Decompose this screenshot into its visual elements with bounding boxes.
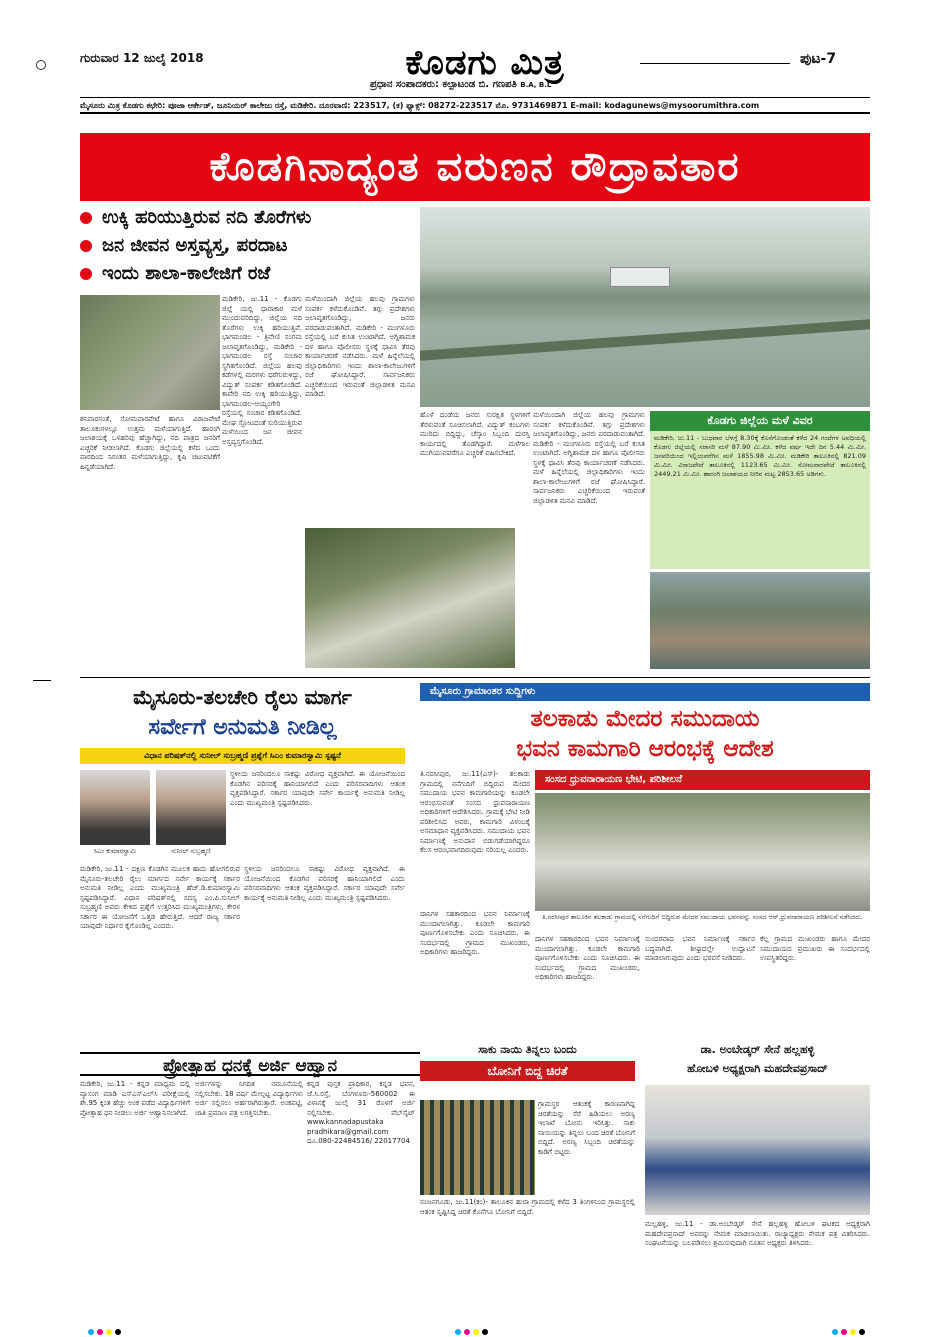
talakadu-body-5: ದಾನಿಗಳ ಸಹಕಾರದಿಂದ ಭವನ ನಿರ್ಮಾಣಕ್ಕೆ ಮುಂದಾಗಲಾಗಿತ್ತು. ಕೂಡಲೇ ಕಾಮಗಾರಿ ಪೂರ್ಣಗೊಳಿಸಬೇಕು ಎಂದು ಸೂಚಿಸಿದರು. ಈ ಸಂದರ್ಭದಲ್ಲಿ ಗ್ರಾಮದ ಮುಖಂಡರು, ಅಧಿಕಾರಿಗಳು ಹಾಜರಿದ್ದರು. xyxy=(420,910,530,956)
leopard-body: ಗ್ರಾಮಸ್ಥರ ಆತಂಕಕ್ಕೆ ಕಾರಣವಾಗಿದ್ದ ಚಿರತೆಯನ್ನು ಸೆರೆ ಹಿಡಿಯಲು ಅರಣ್ಯ ಇಲಾಖೆ ಬೋನು ಇರಿಸಿತ್ತು. ಸಾಕು ನಾಯಿಯನ್ನು ತಿನ್ನಲು ಬಂದ ಚಿರತೆ ಬೋನಿಗೆ ಬಿದ್ದಿದೆ. ಅರಣ್ಯ ಸಿಬ್ಬಂದಿ ಚಿರತೆಯನ್ನು ಕಾಡಿಗೆ ಬಿಟ್ಟರು. xyxy=(538,1100,635,1156)
mp-visit-caption: ತಿ.ನರಸೀಪುರ ತಾಲೂಕಿನ ತಲಕಾಡು ಗ್ರಾಮದಲ್ಲಿ ನನೆಗುದಿಗೆ ಬಿದ್ದಿರುವ ಮೇದರ ಸಮುದಾಯ ಭವನವನ್ನು ಸಂಸದ ಆರ್.ಧ್ರುವನಾರಾಯಣ ಪರಿಶೀಲನೆ ನಡೆಸಿದರು. xyxy=(542,913,863,921)
encouragement-col-1: ಮಡಿಕೇರಿ, ಜು.11 - ಕನ್ನಡ ಮಾಧ್ಯಮ ದಲ್ಲಿ ವ್ಯಾಸಂಗ ಮಾಡಿ ಎಸ್‌ಎಸ್‌ಎಲ್‌ಸಿ ಪರೀಕ್ಷೆಯಲ್ಲಿ ಶೇ.95 ಕ್ಕಿಂತ ಹೆಚ್ಚು ಅಂಕ ಪಡೆದ ವಿದ್ಯಾರ್ಥಿಗಳಿಗೆ ಪ್ರೋತ್ಸಾಹ ಧನ ನೀಡಲು ಅರ್ಜಿ ಆಹ್ವಾನಿಸಲಾಗಿದೆ. xyxy=(80,1080,190,1117)
lead-column-0: ಶನಿವಾರಸಂತೆ, ಸೋಮವಾರಪೇಟೆ ಹಾಗೂ ವಿರಾಜಪೇಟೆ ತಾಲೂಕುಗಳಲ್ಲೂ ಉತ್ತಮ ಮಳೆಯಾಗುತ್ತಿದೆ. ಹಾರಂಗಿ ಜಲಾಶಯಕ್ಕೆ ಒಳಹರಿವು ಹೆಚ್ಚಾಗಿದ್ದು, ನದಿ ಪಾತ್ರದ ಜನರಿಗೆ ಎಚ್ಚರಿಕೆ ನೀಡಲಾಗಿದೆ. ಕೊಡಗು ಜಿಲ್ಲೆಯಲ್ಲಿ ಕಳೆದ ಒಂದು ವಾರದಿಂದ ನಿರಂತರ ಮಳೆಯಾಗುತ್ತಿದ್ದು, ಕೃಷಿ ಚಟುವಟಿಕೆಗೆ ಹಿನ್ನಡೆಯಾಗಿದೆ. xyxy=(80,415,220,471)
talakadu-body-4: ಕೆಲ್ಲ ಗ್ರಾಮದ ಮುಖಂಡರು ಹಾಗೂ ಮೇದರ ಸಮುದಾಯದ ಪ್ರಮುಖರು ಈ ಸಂದರ್ಭದಲ್ಲಿ ಉಪಸ್ಥಿತರಿದ್ದರು. xyxy=(760,935,870,962)
encouragement-heading: ಪ್ರೋತ್ಸಾಹ ಧನಕ್ಕೆ ಅರ್ಜಿ ಆಹ್ವಾನ xyxy=(80,1052,420,1076)
cm-portrait xyxy=(80,770,150,845)
bullet-dot xyxy=(80,240,92,252)
lead-column-2: ಮಳೆಯಿಂದಾಗಿ ಜಿಲ್ಲೆಯ ಹಲವು ಗ್ರಾಮಗಳು ಸಂಪರ್ಕ ಕಳೆದುಕೊಂಡಿವೆ. ತಗ್ಗು ಪ್ರದೇಶಗಳು ಜಲಾವೃತಗೊಂಡಿದ್ದು, ಜನರು ಪರದಾಡುವಂತಾಗಿದೆ. ಮಡಿಕೇರಿ - ಮಂಗಳೂರು ರಸ್ತೆಯಲ್ಲಿ ಬರೆ ಕುಸಿತ ಉಂಟಾಗಿದೆ. ಅಗ್ನಿಶಾಮಕ ದಳ ಹಾಗೂ ಪೊಲೀಸರು ಸ್ಥಳಕ್ಕೆ ಧಾವಿಸಿ ತೆರವು ಕಾರ್ಯಾಚರಣೆ ನಡೆಸಿದರು. ಮಳೆ ಹಿನ್ನೆಲೆಯಲ್ಲಿ ಜಿಲ್ಲಾಧಿಕಾರಿಗಳು ಇಂದು ಶಾಲಾ-ಕಾಲೇಜುಗಳಿಗೆ ರಜೆ ಘೋಷಿಸಿದ್ದಾರೆ. ಸಾರ್ವಜನಿಕರು ಎಚ್ಚರಿಕೆಯಿಂದ ಇರುವಂತೆ ಜಿಲ್ಲಾಡಳಿತ ಮನವಿ ಮಾಡಿದೆ. xyxy=(305,295,415,398)
lead-bullet xyxy=(80,207,420,228)
encouragement-col-2: ಅರ್ಜಿಗಳನ್ನು ನಿಗದಿತ ನಮೂನೆಯಲ್ಲಿ ಸಲ್ಲಿಸಬೇಕು. 18 ವರ್ಷ ಮೇಲ್ಪಟ್ಟ ವಿದ್ಯಾರ್ಥಿಗಳು ಅರ್ಜಿ ಸಲ್ಲಿಸಲು ಅರ್ಹರಾಗಿರುತ್ತಾರೆ. ಅಂಕಪಟ್ಟಿ, ಜಾತಿ ಪ್ರಮಾಣ ಪತ್ರ ಲಗತ್ತಿಸಬೇಕು. xyxy=(195,1080,303,1117)
lead-bullet xyxy=(80,263,420,284)
bullet-text: ಉಕ್ಕಿ ಹರಿಯುತ್ತಿರುವ ನದಿ ತೊರೆಗಳು xyxy=(102,207,312,228)
talakadu-body-2: ದಾನಿಗಳ ಸಹಕಾರದಿಂದ ಭವನ ನಿರ್ಮಾಣಕ್ಕೆ ಮುಂದಾಗಲಾಗಿತ್ತು. ಕೂಡಲೇ ಕಾಮಗಾರಿ ಪೂರ್ಣಗೊಳಿಸಬೇಕು ಎಂದು ಸೂಚಿಸಿದರು. ಈ ಸಂದರ್ಭದಲ್ಲಿ ಗ್ರಾಮದ ಮುಖಂಡರು, ಅಧಿಕಾರಿಗಳು ಹಾಜರಿದ್ದರು. xyxy=(535,935,640,981)
registration-mark xyxy=(36,60,46,70)
talakadu-subheading: ಭವನ ಕಾಮಗಾರಿ ಆರಂಭಕ್ಕೆ ಆದೇಶ xyxy=(516,736,774,762)
section-divider xyxy=(80,677,870,678)
bullet-text: ಇಂದು ಶಾಲಾ-ಕಾಲೇಜಿಗೆ ರಜೆ xyxy=(102,263,271,284)
ambedkar-subheading: ಹೋಬಳಿ ಅಧ್ಯಕ್ಷರಾಗಿ ಮಹದೇವಪ್ರಸಾದ್ xyxy=(687,1062,828,1075)
submerged-wall xyxy=(420,319,870,360)
rural-section-tag: ಮೈಸೂರು ಗ್ರಾಮಾಂತರ ಸುದ್ದಿಗಳು xyxy=(420,683,870,701)
color-dots xyxy=(455,1320,491,1337)
talakadu-heading: ತಲಕಾಡು ಮೇದರ ಸಮುದಾಯ xyxy=(530,706,760,732)
editor-line xyxy=(370,79,551,90)
editor-degree: B.A, B.L xyxy=(520,81,552,89)
bullet-dot xyxy=(80,268,92,280)
page-number: ಪುಟ-7 xyxy=(800,51,837,67)
lead-column-3: ಹೊಳೆ ದಂಡೆಯ ಜನರು ಸುರಕ್ಷಿತ ಸ್ಥಳಗಳಿಗೆ ತೆರಳುವಂತೆ ಸೂಚಿಸಲಾಗಿದೆ. ವಿದ್ಯುತ್ ಕಂಬಗಳು ಮುರಿದು ಬಿದ್ದಿದ್ದು, ಚೆಸ್ಕಾಂ ಸಿಬ್ಬಂದಿ ದುರಸ್ತಿ ಕಾರ್ಯದಲ್ಲಿ ತೊಡಗಿದ್ದಾರೆ. ಮಳೆಗಾಲ ಮುಗಿಯುವವರೆಗೂ ಎಚ್ಚರಿಕೆ ವಹಿಸಬೇಕಿದೆ. xyxy=(420,411,530,457)
ambedkar-body: ಮಲ್ಲಹಳ್ಳಿ, ಜು.11 - ಡಾ.ಅಂಬೇಡ್ಕರ್ ಸೇನೆ ಹಲ್ಲಹಳ್ಳಿ ಹೋಬಳಿ ಘಟಕದ ಅಧ್ಯಕ್ಷರಾಗಿ ಮಹದೇವಪ್ರಸಾದ್ ಅವರನ್ನು ನೇಮಕ ಮಾಡಲಾಯಿತು. ರಾಜ್ಯಾಧ್ಯಕ್ಷರು ನೇಮಕ ಪತ್ರ ವಿತರಿಸಿದರು. ಸಂಘಟನೆಯನ್ನು ಬಲಪಡಿಸಲು ಶ್ರಮಿಸುವುದಾಗಿ ನೂತನ ಅಧ್ಯಕ್ಷರು ತಿಳಿಸಿದರು. xyxy=(645,1220,870,1247)
rainfall-box xyxy=(650,411,870,569)
lead-bullet xyxy=(80,235,420,256)
cm-caption: ಸಿಎಂ ಕುಮಾರಸ್ವಾಮಿ xyxy=(93,847,137,855)
railway-body-right-2: ಸ್ಥಳೀಯ ಜನರಿಂದಲೂ ಸಾಕಷ್ಟು ವಿರೋಧ ವ್ಯಕ್ತವಾಗಿದೆ. ಈ ಯೋಜನೆಯಿಂದ ಕೊಡಗಿನ ಪರಿಸರಕ್ಕೆ ಹಾನಿಯಾಗಲಿದೆ ಎಂದು ಪರಿಸರವಾದಿಗಳು ಆತಂಕ ವ್ಯಕ್ತಪಡಿಸಿದ್ದಾರೆ. ಸರ್ಕಾರ ಯಾವುದೇ ಸರ್ವೇ ಕಾರ್ಯಕ್ಕೆ ಅನುಮತಿ ನೀಡಿಲ್ಲ ಎಂದು ಮುಖ್ಯಮಂತ್ರಿ ಸ್ಪಷ್ಟಪಡಿಸಿದರು. xyxy=(244,865,405,902)
mp-visit-tag: ಸಂಸದ ಧ್ರುವನಾರಾಯಣ ಭೇಟಿ, ಪರಿಶೀಲನೆ xyxy=(535,770,870,790)
editor-name: ಪ್ರಧಾನ ಸಂಪಾದಕರು: ಕಲ್ಪಾಟಂಡ ಬಿ. ಗಣಪತಿ xyxy=(370,79,517,90)
leopard-cage-photo xyxy=(420,1100,535,1195)
color-dots xyxy=(88,1320,124,1337)
masthead-rule xyxy=(640,63,790,64)
leopard-heading: ಬೋನಿಗೆ ಬಿದ್ದ ಚಿರತೆ xyxy=(420,1061,635,1081)
crop-mark xyxy=(33,680,51,681)
railway-strap: ವಿಧಾನ ಪರಿಷತ್‌ನಲ್ಲಿ ಸುನೀಲ್ ಸುಬ್ರಹ್ಮಣಿ ಪ್ರಶ್ನೆಗೆ ಸಿಎಂ ಕುಮಾರಸ್ವಾಮಿ ಸ್ಪಷ್ಟನೆ xyxy=(80,748,405,764)
issue-date: ಗುರುವಾರ 12 ಜುಲೈ 2018 xyxy=(80,51,204,65)
paper-logo: ಕೊಡಗು ಮಿತ್ರ xyxy=(405,43,565,83)
railway-body-right: ಸ್ಥಳೀಯ ಜನರಿಂದಲೂ ಸಾಕಷ್ಟು ವಿರೋಧ ವ್ಯಕ್ತವಾಗಿದೆ. ಈ ಯೋಜನೆಯಿಂದ ಕೊಡಗಿನ ಪರಿಸರಕ್ಕೆ ಹಾನಿಯಾಗಲಿದೆ ಎಂದು ಪರಿಸರವಾದಿಗಳು ಆತಂಕ ವ್ಯಕ್ತಪಡಿಸಿದ್ದಾರೆ. ಸರ್ಕಾರ ಯಾವುದೇ ಸರ್ವೇ ಕಾರ್ಯಕ್ಕೆ ಅನುಮತಿ ನೀಡಿಲ್ಲ ಎಂದು ಮುಖ್ಯಮಂತ್ರಿ ಸ್ಪಷ್ಟಪಡಿಸಿದರು. xyxy=(230,770,405,807)
flood-photo xyxy=(420,207,870,407)
flooded-street-photo xyxy=(650,572,870,669)
flooded-house xyxy=(610,267,670,287)
bullet-dot xyxy=(80,212,92,224)
railway-heading: ಮೈಸೂರು-ತಲಚೇರಿ ರೈಲು ಮಾರ್ಗ xyxy=(133,685,352,709)
color-dots xyxy=(832,1320,868,1337)
ambedkar-heading: ಡಾ. ಅಂಬೇಡ್ಕರ್ ಸೇನೆ ಹಲ್ಲಹಳ್ಳಿ xyxy=(700,1043,815,1056)
rainfall-title: ಕೊಡಗು ಜಿಲ್ಲೆಯ ಮಳೆ ವಿವರ xyxy=(650,411,870,431)
lead-column-4: ಮಳೆಯಿಂದಾಗಿ ಜಿಲ್ಲೆಯ ಹಲವು ಗ್ರಾಮಗಳು ಸಂಪರ್ಕ ಕಳೆದುಕೊಂಡಿವೆ. ತಗ್ಗು ಪ್ರದೇಶಗಳು ಜಲಾವೃತಗೊಂಡಿದ್ದು, ಜನರು ಪರದಾಡುವಂತಾಗಿದೆ. ಮಡಿಕೇರಿ - ಮಂಗಳೂರು ರಸ್ತೆಯಲ್ಲಿ ಬರೆ ಕುಸಿತ ಉಂಟಾಗಿದೆ. ಅಗ್ನಿಶಾಮಕ ದಳ ಹಾಗೂ ಪೊಲೀಸರು ಸ್ಥಳಕ್ಕೆ ಧಾವಿಸಿ ತೆರವು ಕಾರ್ಯಾಚರಣೆ ನಡೆಸಿದರು. ಮಳೆ ಹಿನ್ನೆಲೆಯಲ್ಲಿ ಜಿಲ್ಲಾಧಿಕಾರಿಗಳು ಇಂದು ಶಾಲಾ-ಕಾಲೇಜುಗಳಿಗೆ ರಜೆ ಘೋಷಿಸಿದ್ದಾರೆ. ಸಾರ್ವಜನಿಕರು ಎಚ್ಚರಿಕೆಯಿಂದ ಇರುವಂತೆ ಜಿಲ್ಲಾಡಳಿತ ಮನವಿ ಮಾಡಿದೆ. xyxy=(533,411,645,505)
fallen-tree-photo xyxy=(80,295,220,410)
lead-column-1: ಮಡಿಕೇರಿ, ಜು.11 - ಕೊಡಗು ಜಿಲ್ಲೆ ಯಲ್ಲಿ ಧಾರಾಕಾರ ಮಳೆ ಮುಂದುವರಿದಿದ್ದು, ಜಿಲ್ಲೆಯ ನದಿ ತೊರೆಗಳು ಉಕ್ಕಿ ಹರಿಯುತ್ತಿವೆ. ಭಾಗಮಂಡಲ - ತ್ರಿವೇಣಿ ಸಂಗಮ ಜಲಾವೃತಗೊಂಡಿದ್ದು, ಮಡಿಕೇರಿ - ಭಾಗಮಂಡಲ ರಸ್ತೆ ಸಂಚಾರ ಸ್ಥಗಿತಗೊಂಡಿದೆ. ಜಿಲ್ಲೆಯ ಹಲವು ಕಡೆಗಳಲ್ಲಿ ಮರಗಳು ಧರೆಗುರುಳಿದ್ದು, ವಿದ್ಯುತ್ ಸಂಪರ್ಕ ಕಡಿತಗೊಂಡಿದೆ. ಕಾವೇರಿ ನದಿ ಉಕ್ಕಿ ಹರಿಯುತ್ತಿದ್ದು, ಭಾಗಮಂಡಲ-ಅಯ್ಯಂಗೇರಿ ರಸ್ತೆಯಲ್ಲಿ ಸಂಚಾರ ಕಡಿತಗೊಂಡಿದೆ. ಮೇಘ ಸ್ಫೋಟದಂತೆ ಸುರಿಯುತ್ತಿರುವ ಮಳೆಯಿಂದ ಜನ ಜೀವನ ಅಸ್ತವ್ಯಸ್ತಗೊಂಡಿದೆ. xyxy=(222,295,302,446)
railway-subheading: ಸರ್ವೇಗೆ ಅನುಮತಿ ನೀಡಿಲ್ಲ xyxy=(148,715,337,740)
rainfall-text: ಮಡಿಕೇರಿ, ಜು.11 - ಬುಧವಾರ ಬೆಳಗ್ಗೆ 8.30ಕ್ಕೆ ಕೊನೆಗೊಂಡಂತೆ ಕಳೆದ 24 ಗಂಟೆಗಳ ಅವಧಿಯಲ್ಲಿ ಕೊಡಗು ಜಿಲ್ಲೆಯಲ್ಲಿ ಸರಾಸರಿ ಮಳೆ 87.90 ಮಿ.ಮೀ. ಕಳೆದ ವರ್ಷ ಇದೇ ದಿನ 5.44 ಮಿ.ಮೀ. ಜನವರಿಯಿಂದ ಇಲ್ಲಿಯವರೆಗಿನ ಮಳೆ 1855.98 ಮಿ.ಮೀ. ಮಡಿಕೇರಿ ತಾಲೂಕಿನಲ್ಲಿ 821.09 ಮಿ.ಮೀ. ವಿರಾಜಪೇಟೆ ತಾಲೂಕಿನಲ್ಲಿ 1123.65 ಮಿ.ಮೀ. ಸೋಮವಾರಪೇಟೆ ತಾಲೂಕಿನಲ್ಲಿ 2449.21 ಮಿ.ಮೀ. ಹಾರಂಗಿ ಜಲಾಶಯದ ನೀರಿನ ಮಟ್ಟ 2853.65 ಅಡಿಗಳು. xyxy=(654,434,866,478)
ambedkar-photo xyxy=(645,1085,870,1215)
lead-headline: ಕೊಡಗಿನಾದ್ಯಂತ ವರುಣನ ರೌದ್ರಾವತಾರ xyxy=(80,133,870,201)
bullet-text: ಜನ ಜೀವನ ಅಸ್ತವ್ಯಸ್ತ, ಪರದಾಟ xyxy=(102,235,288,256)
encouragement-col-3: ಕನ್ನಡ ಪುಸ್ತಕ ಪ್ರಾಧಿಕಾರ, ಕನ್ನಡ ಭವನ, ಜೆ.ಸಿ.ರಸ್ತೆ, ಬೆಂಗಳೂರು-560002 ಈ ವಿಳಾಸಕ್ಕೆ ಜುಲೈ 31 ರೊಳಗೆ ಅರ್ಜಿ ಸಲ್ಲಿಸಬೇಕು. ವೆಬ್‌ಸೈಟ್ www.kannadapustaka pradhikara@gmail.com ದೂ.080-22484516/ 22017704 xyxy=(307,1080,415,1145)
masthead xyxy=(80,45,870,97)
railway-body-left: ಮಡಿಕೇರಿ, ಜು.11 - ದಕ್ಷಿಣ ಕೊಡಗಿನ ಮೂಲಕ ಹಾದು ಹೋಗಲಿರುವ ಮೈಸೂರು-ತಲಚೇರಿ ರೈಲು ಮಾರ್ಗದ ಸರ್ವೇ ಕಾರ್ಯಕ್ಕೆ ಸರ್ಕಾರ ಅನುಮತಿ ನೀಡಿಲ್ಲ ಎಂದು ಮುಖ್ಯಮಂತ್ರಿ ಹೆಚ್.ಡಿ.ಕುಮಾರಸ್ವಾಮಿ ಸ್ಪಷ್ಟಪಡಿಸಿದ್ದಾರೆ. ವಿಧಾನ ಪರಿಷತ್‌ನಲ್ಲಿ ಸದಸ್ಯ ಎಂ.ಪಿ.ಸುನೀಲ್ ಸುಬ್ರಹ್ಮಣಿ ಅವರು ಕೇಳಿದ ಪ್ರಶ್ನೆಗೆ ಉತ್ತರಿಸಿದ ಮುಖ್ಯಮಂತ್ರಿಗಳು, ಕೇರಳ ಸರ್ಕಾರ ಈ ಯೋಜನೆಗೆ ಒತ್ತಡ ಹೇರುತ್ತಿದೆ. ಆದರೆ ರಾಜ್ಯ ಸರ್ಕಾರ ಯಾವುದೇ ನಿರ್ಧಾರ ಕೈಗೊಂಡಿಲ್ಲ ಎಂದರು. xyxy=(80,865,240,930)
contact-bar: ಮೈಸೂರು ಮಿತ್ರ ಕೊಡಗು ಕಛೇರಿ: ಪೂಜಾ ಆರ್ಕೇಡ್, ಜೂನಿಯರ್ ಕಾಲೇಜು ರಸ್ತೆ, ಮಡಿಕೇರಿ. ದೂರವಾಣಿ: 223517, (ಕ) ಫ್ಯಾಕ್ಸ್: 08272-223517 ಮೊ. 9731469871 E-mail: kodagunews@mysoorumithra.com xyxy=(80,97,870,114)
mlc-portrait xyxy=(156,770,226,845)
leopard-body-2: ನಂಜನಗೂಡು, ಜು.11(ಕಂ)- ತಾಲೂಕಿನ ಹುರಾ ಗ್ರಾಮದಲ್ಲಿ ಕಳೆದ 3 ತಿಂಗಳಿನಿಂದ ಗ್ರಾಮಸ್ಥರಲ್ಲಿ ಆತಂಕ ಸೃಷ್ಟಿಸಿದ್ದ ಚಿರತೆ ಕೊನೆಗೂ ಬೋನಿಗೆ ಬಿದ್ದಿದೆ. xyxy=(420,1198,635,1216)
mlc-caption: ಸುನೀಲ್ ಸುಬ್ರಹ್ಮಣಿ xyxy=(171,847,211,855)
leopard-kicker: ಸಾಕು ನಾಯಿ ತಿನ್ನಲು ಬಂದು xyxy=(478,1043,577,1056)
talakadu-body: ತಿ.ನರಸೀಪುರ, ಜು.11(ಎಸ್)- ತಲಕಾಡು ಗ್ರಾಮದಲ್ಲಿ ನನೆಗುದಿಗೆ ಬಿದ್ದಿರುವ ಮೇದರ ಸಮುದಾಯ ಭವನ ಕಾಮಗಾರಿಯನ್ನು ಕೂಡಲೇ ಆರಂಭಿಸುವಂತೆ ಸಂಸದ ಧ್ರುವನಾರಾಯಣ ಅಧಿಕಾರಿಗಳಿಗೆ ಆದೇಶಿಸಿದರು. ಗ್ರಾಮಕ್ಕೆ ಭೇಟಿ ನೀಡಿ ಪರಿಶೀಲಿಸಿದ ಅವರು, ಕಾಮಗಾರಿ ವಿಳಂಬಕ್ಕೆ ಅಸಮಾಧಾನ ವ್ಯಕ್ತಪಡಿಸಿದರು. ಸಮುದಾಯ ಭವನ ನಿರ್ಮಾಣಕ್ಕೆ ಅನುದಾನ ಬಿಡುಗಡೆಯಾಗಿದ್ದರೂ ಕೆಲಸ ಆರಂಭವಾಗದಿರುವುದು ಸರಿಯಲ್ಲ ಎಂದರು. xyxy=(420,770,530,854)
mp-visit-photo xyxy=(535,793,870,911)
talakadu-body-3: ಸುಂದರವಾದ ಭವನ ನಿರ್ಮಾಣಕ್ಕೆ ಸರ್ಕಾರ ಬದ್ಧವಾಗಿದೆ. ಶೀಘ್ರದಲ್ಲೇ ಉದ್ಘಾಟನೆ ಮಾಡಲಾಗುವುದು ಎಂದು ಭರವಸೆ ನೀಡಿದರು. xyxy=(645,935,755,962)
fallen-tree-road-photo xyxy=(305,528,515,668)
